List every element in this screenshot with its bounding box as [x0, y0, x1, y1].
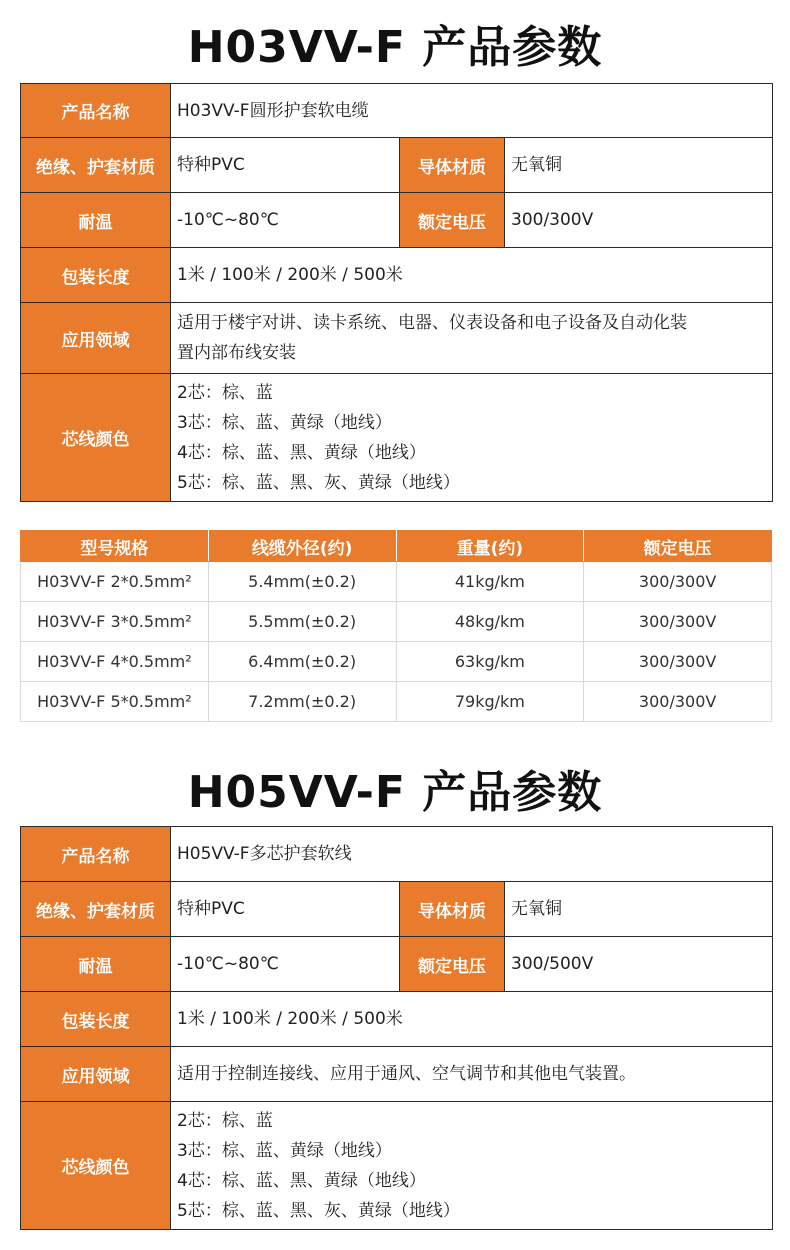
application-label: 应用领域: [21, 303, 171, 374]
core-colors-value: [171, 374, 773, 502]
insulation-value: 特种PVC: [171, 882, 400, 937]
temperature-value: -10℃~80℃: [171, 193, 400, 248]
temperature-value: -10℃~80℃: [171, 937, 400, 992]
insulation-value: 特种PVC: [171, 138, 400, 193]
product-name-label: 产品名称: [21, 827, 171, 882]
core-color-line: 4芯：棕、蓝、黑、黄绿（地线）: [177, 442, 426, 463]
conductor-value: 无氧铜: [505, 882, 773, 937]
temperature-label: 耐温: [21, 937, 171, 992]
spec-voltage: 300/300V: [584, 682, 772, 722]
core-color-line: 3芯：棕、蓝、黄绿（地线）: [177, 1140, 392, 1161]
conductor-label: 导体材质: [400, 882, 505, 937]
length-value: 1米 / 100米 / 200米 / 500米: [171, 992, 773, 1047]
section2-title: H05VV-F 产品参数: [187, 767, 603, 818]
application-label: 应用领域: [21, 1047, 171, 1102]
spec-model: H03VV-F 4*0.5mm²: [21, 642, 209, 682]
table-row: [21, 642, 772, 682]
table-row: [21, 602, 772, 642]
voltage-label: 额定电压: [400, 937, 505, 992]
spec-table: [20, 530, 772, 722]
application-value: [171, 1047, 773, 1102]
table-row: [21, 682, 772, 722]
core-colors-label: 芯线颜色: [21, 1102, 171, 1230]
core-color-line: 3芯：棕、蓝、黄绿（地线）: [177, 412, 392, 433]
application-value: [171, 303, 773, 374]
spec-weight: 63kg/km: [396, 642, 584, 682]
section1-title: H03VV-F 产品参数: [187, 22, 603, 73]
spec-weight: 48kg/km: [396, 602, 584, 642]
product-name-value: H05VV-F多芯护套软线: [171, 827, 773, 882]
spec-diameter: 5.4mm(±0.2): [208, 562, 396, 602]
spec-voltage: 300/300V: [584, 562, 772, 602]
spec-diameter: 5.5mm(±0.2): [208, 602, 396, 642]
spec-voltage: 300/300V: [584, 642, 772, 682]
application-line: 适用于楼宇对讲、读卡系统、电器、仪表设备和电子设备及自动化装: [177, 313, 687, 333]
temperature-label: 耐温: [21, 193, 171, 248]
application-line: 置内部布线安装: [177, 343, 296, 363]
spec-weight: 79kg/km: [396, 682, 584, 722]
spec-model: H03VV-F 5*0.5mm²: [21, 682, 209, 722]
product-name-label: 产品名称: [21, 84, 171, 138]
spec-diameter: 7.2mm(±0.2): [208, 682, 396, 722]
spec-model: H03VV-F 3*0.5mm²: [21, 602, 209, 642]
core-color-line: 2芯：棕、蓝: [177, 1110, 273, 1131]
spec-header-voltage: 额定电压: [584, 531, 772, 562]
spec-diameter: 6.4mm(±0.2): [208, 642, 396, 682]
core-colors-value: [171, 1102, 773, 1230]
core-color-line: 5芯：棕、蓝、黑、灰、黄绿（地线）: [177, 1200, 460, 1221]
length-value: 1米 / 100米 / 200米 / 500米: [171, 248, 773, 303]
spec-header-model: 型号规格: [21, 531, 209, 562]
table-row: [21, 562, 772, 602]
spec-model: H03VV-F 2*0.5mm²: [21, 562, 209, 602]
conductor-label: 导体材质: [400, 138, 505, 193]
voltage-value: 300/500V: [505, 937, 773, 992]
core-color-line: 5芯：棕、蓝、黑、灰、黄绿（地线）: [177, 472, 460, 493]
core-color-line: 2芯：棕、蓝: [177, 382, 273, 403]
voltage-label: 额定电压: [400, 193, 505, 248]
core-color-line: 4芯：棕、蓝、黑、黄绿（地线）: [177, 1170, 426, 1191]
spec-header-weight: 重量(约): [396, 531, 584, 562]
core-colors-label: 芯线颜色: [21, 374, 171, 502]
length-label: 包装长度: [21, 992, 171, 1047]
application-line: 适用于控制连接线、应用于通风、空气调节和其他电气装置。: [177, 1064, 636, 1084]
insulation-label: 绝缘、护套材质: [21, 882, 171, 937]
h03-params-table: [20, 83, 773, 502]
voltage-value: 300/300V: [505, 193, 773, 248]
insulation-label: 绝缘、护套材质: [21, 138, 171, 193]
h05-params-table: [20, 826, 773, 1230]
spec-header-diameter: 线缆外径(约): [208, 531, 396, 562]
length-label: 包装长度: [21, 248, 171, 303]
conductor-value: 无氧铜: [505, 138, 773, 193]
spec-weight: 41kg/km: [396, 562, 584, 602]
spec-voltage: 300/300V: [584, 602, 772, 642]
product-name-value: H03VV-F圆形护套软电缆: [171, 84, 773, 138]
